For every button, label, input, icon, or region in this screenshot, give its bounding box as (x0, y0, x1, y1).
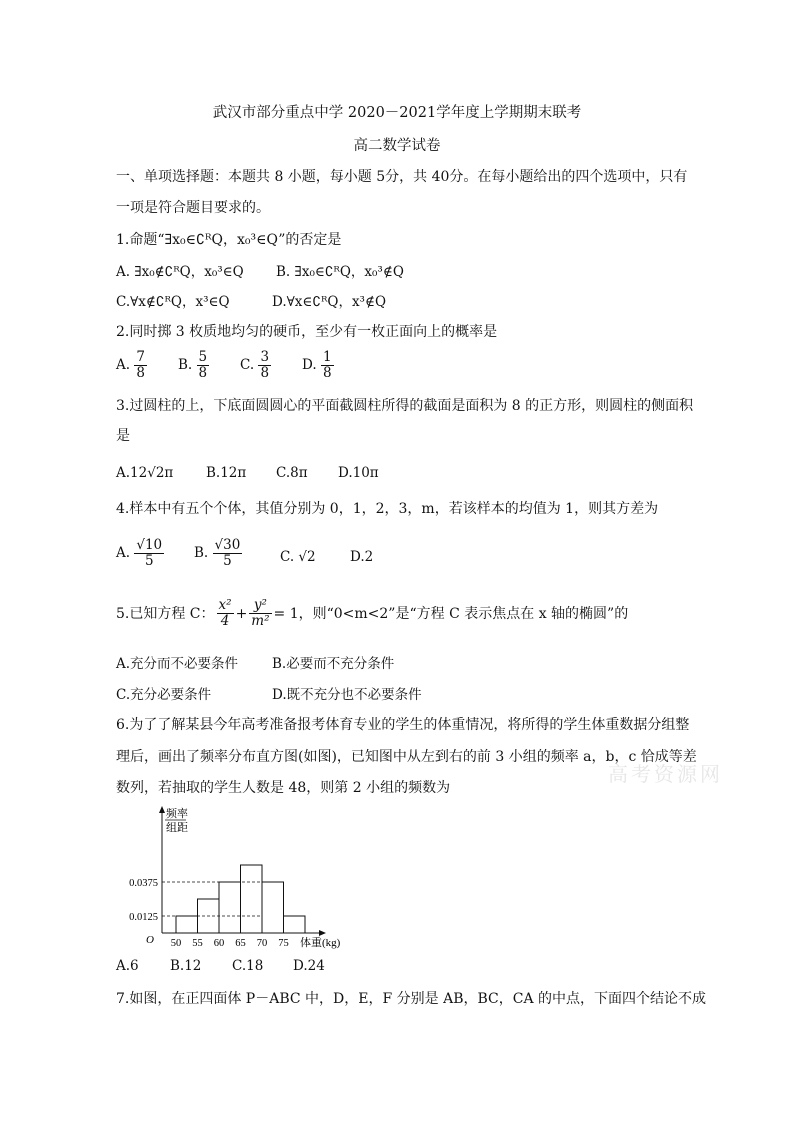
x-tick-label-2: 55 (192, 938, 203, 949)
q2-stem: 2.同时掷 3 枚质地均匀的硬币，至少有一枚正面向上的概率是 (116, 324, 498, 340)
q3-stem-line1: 3.过圆柱的上，下底面圆圆心的平面截圆柱所得的截面是面积为 8 的正方形，则圆柱的侧面积 (116, 398, 694, 414)
fraction-numerator: 1 (322, 349, 332, 365)
y-tick-label-1: 0.0375 (129, 878, 158, 889)
q1-option-c: C.∀x∉∁ᴿQ，x³∈Q (116, 294, 230, 310)
q4-option-a-label: A. (116, 545, 131, 561)
q2-option-b (178, 350, 209, 381)
watermark-text: 高考资源网 (608, 762, 723, 786)
q5-option-a: A.充分而不必要条件 (116, 656, 239, 672)
q2-option-a-label: A. (116, 357, 131, 373)
y-tick-label-2: 0.0125 (129, 912, 158, 923)
exam-subtitle: 高二数学试卷 (353, 138, 441, 154)
q4-option-b-fraction (213, 538, 243, 569)
fraction-numerator: √30 (214, 537, 241, 553)
x-tick-label-3: 60 (213, 938, 225, 949)
exam-title: 武汉市部分重点中学 2020－2021学年度上学期期末联考 (212, 105, 582, 121)
fraction-numerator: y² (249, 598, 271, 614)
q2-option-c-fraction (258, 350, 271, 381)
q3-option-d: D.10π (338, 465, 379, 481)
q2-option-a-fraction (134, 350, 147, 381)
q5-stem-prefix: 5.已知方程 C： (116, 605, 215, 622)
section-heading-line2: 一项是符合题目要求的。 (116, 200, 270, 216)
histogram-bar-5 (262, 882, 284, 933)
q2-option-c (240, 350, 271, 381)
fraction-numerator: 5 (198, 349, 208, 365)
fraction-denominator: 8 (260, 365, 270, 381)
y-axis-label-bottom: 组距 (166, 822, 188, 834)
q4-option-c: C. √2 (280, 549, 316, 565)
q5-option-c: C.充分必要条件 (116, 687, 212, 703)
q2-option-d (302, 350, 334, 381)
frequency-histogram (110, 805, 350, 950)
q2-option-c-label: C. (240, 357, 255, 373)
origin-label: O (146, 934, 154, 946)
q4-stem: 4.样本中有五个个体，其值分别为 0，1，2，3，m，若该样本的均值为 1，则其方差为 (116, 501, 659, 517)
fraction-denominator: 8 (198, 365, 208, 381)
q4-option-d: D.2 (350, 549, 374, 565)
q5-option-d: D.既不充分也不必要条件 (272, 687, 422, 703)
q3-option-c: C.8π (276, 465, 308, 481)
fraction-numerator: 3 (260, 349, 270, 365)
fraction-denominator: 8 (136, 365, 145, 381)
q4-option-a-fraction (134, 538, 164, 569)
x-axis-label: 体重(kg) (300, 937, 341, 949)
q3-stem-line2: 是 (116, 428, 130, 444)
x-tick-label-6: 75 (278, 938, 289, 949)
x-tick-label-5: 70 (256, 938, 268, 949)
q5-stem (116, 598, 628, 629)
q7-stem-line1: 7.如图，在正四面体 P－ABC 中，D，E，F 分别是 AB，BC，CA 的中点，下面四个结论不成 (116, 991, 707, 1007)
q6-option-c: C.18 (232, 958, 264, 974)
fraction-numerator: x² (218, 597, 232, 613)
fraction-denominator: 8 (322, 365, 332, 381)
q2-option-d-label: D. (302, 357, 317, 373)
q5-stem-suffix: = 1，则“0<m<2”是“方程 C 表示焦点在 x 轴的椭圆”的 (273, 605, 629, 622)
q5-fraction-x (217, 598, 234, 629)
histogram-bar-3 (219, 882, 241, 933)
q6-option-b: B.12 (170, 958, 202, 974)
q1-option-b: B. ∃x₀∈∁ᴿQ，x₀³∉Q (276, 264, 404, 280)
x-tick-label-1: 50 (170, 938, 182, 949)
q1-option-a: A. ∃x₀∉∁ᴿQ，x₀³∈Q (116, 264, 244, 280)
q4-option-a (116, 538, 164, 569)
q5-option-b: B.必要而不充分条件 (272, 656, 395, 672)
q6-option-a: A.6 (116, 958, 139, 974)
q2-option-b-fraction (197, 350, 210, 381)
y-axis-label-top: 频率 (166, 808, 188, 820)
q2-option-b-label: B. (178, 357, 193, 373)
q6-stem-line1: 6.为了了解某县今年高考准备报考体育专业的学生的体重情况，将所得的学生体重数据分组整 (116, 717, 690, 733)
histogram-bar-4 (241, 865, 263, 933)
y-axis-arrow (159, 806, 165, 813)
q1-option-d: D.∀x∈∁ᴿQ，x³∉Q (272, 294, 387, 310)
histogram-bar-1 (176, 916, 198, 933)
q6-stem-line2: 理后，画出了频率分布直方图(如图)，已知图中从左到右的前 3 小组的频率 a，b，c 恰成等差 (116, 749, 697, 765)
q5-fraction-y (249, 598, 271, 629)
q5-plus-sign: + (235, 605, 248, 622)
q4-option-b-label: B. (194, 545, 209, 561)
fraction-numerator: 7 (136, 349, 145, 365)
q1-stem: 1.命题“∃x₀∈∁ᴿQ，x₀³∈Q”的否定是 (116, 232, 342, 248)
q2-option-d-fraction (321, 350, 334, 381)
q6-stem-line3: 数列，若抽取的学生人数是 48，则第 2 小组的频数为 (116, 780, 451, 796)
fraction-denominator: 5 (223, 553, 232, 569)
fraction-denominator: m² (251, 613, 270, 629)
q4-option-b (194, 538, 242, 569)
x-axis-arrow (319, 930, 326, 936)
fraction-denominator: 5 (144, 553, 154, 569)
q6-option-d: D.24 (293, 958, 325, 974)
q3-option-a: A.12√2π (116, 465, 174, 481)
q3-option-b: B.12π (206, 465, 247, 481)
fraction-denominator: 4 (220, 613, 230, 629)
x-tick-label-4: 65 (235, 938, 246, 949)
section-heading-line1: 一、单项选择题：本题共 8 小题，每小题 5分，共 40分。在每小题给出的四个选项中，只有 (116, 169, 688, 185)
fraction-numerator: √10 (136, 537, 163, 553)
q2-option-a (116, 350, 147, 381)
histogram-bar-6 (284, 916, 306, 933)
